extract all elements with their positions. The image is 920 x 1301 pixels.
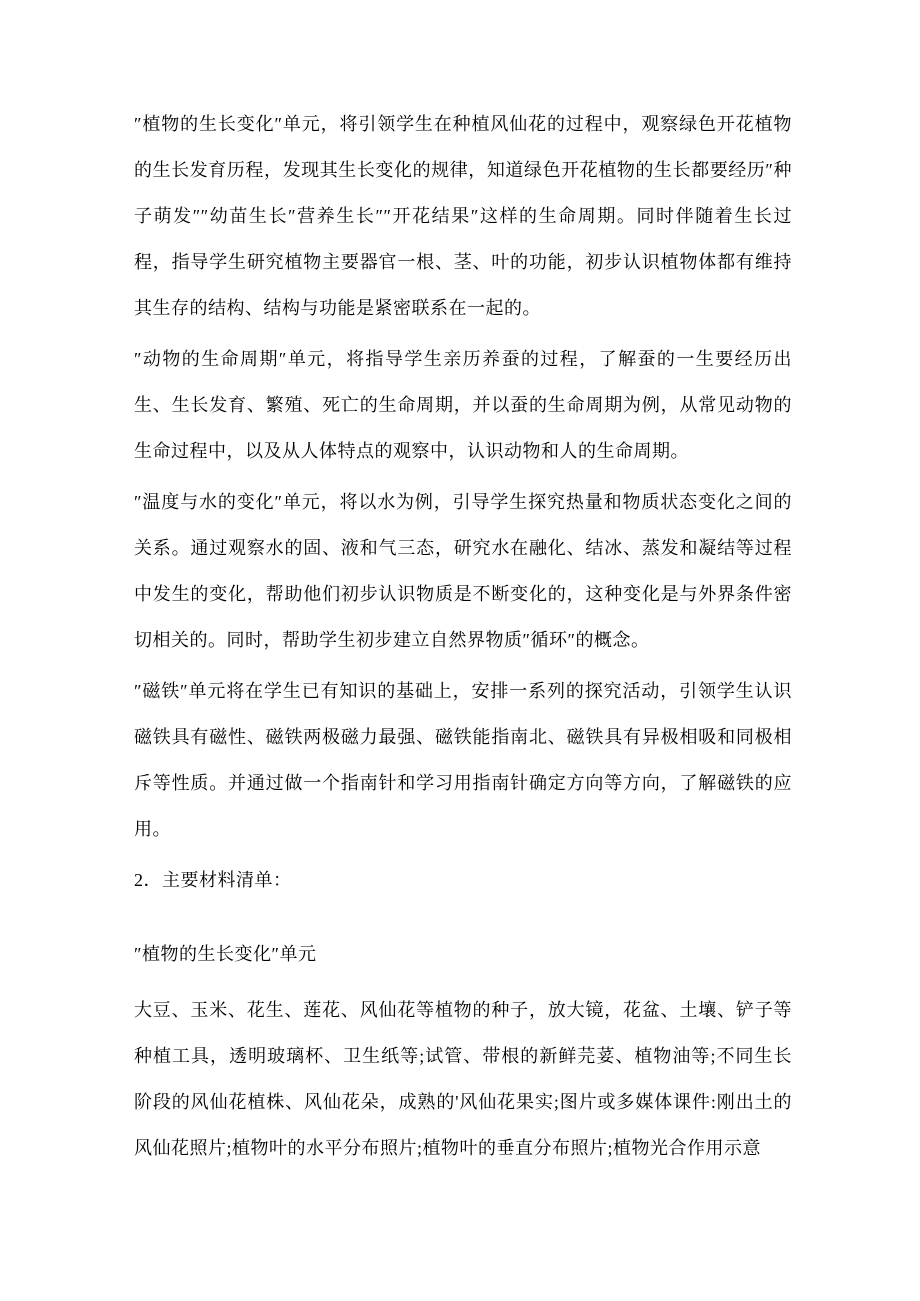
materials-list-heading: 2．主要材料清单： <box>134 870 292 890</box>
paragraph-magnet-unit: ″磁铁″单元将在学生已有知识的基础上，安排一系列的探究活动，引领学生认识磁铁具有磁性、磁铁两极磁力最强、磁铁能指南北、磁铁具有异极相吸和同极相斥等性质。并通过做一个指南针和学习用指南针确定方向等方向，了解磁铁的应用。 <box>134 681 792 839</box>
paragraph-plant-growth-unit: ″植物的生长变化″单元，将引领学生在种植风仙花的过程中，观察绿色开花植物的生长发育历程，发现其生长变化的规律，知道绿色开花植物的生长都要经历″种子萌发″″幼苗生长″营养生长″″开花结果″这样的生命周期。同时伴随着生长过程，指导学生研究植物主要器官一根、茎、叶的功能，初步认识植物体都有维持其生存的结构、结构与功能是紧密联系在一起的。 <box>134 114 792 318</box>
materials-unit-title: ″植物的生长变化″单元 <box>134 944 317 964</box>
paragraph-animal-life-cycle-unit: ″动物的生命周期″单元，将指导学生亲历养蚕的过程，了解蚕的一生要经历出生、生长发育、繁殖、死亡的生命周期，并以蚕的生命周期为例，从常见动物的生命过程中，以及从人体特点的观察中，认识动物和人的生命周期。 <box>134 349 792 461</box>
paragraph-temperature-water-unit: ″温度与水的变化″单元，将以水为例，引导学生探究热量和物质状态变化之间的关系。通过观察水的固、液和气三态，研究水在融化、结冰、蒸发和凝结等过程中发生的变化，帮助他们初步认识物质是不断变化的，这种变化是与外界条件密切相关的。同时，帮助学生初步建立自然界物质″循环″的概念。 <box>134 492 792 650</box>
paragraph-materials-list: 大豆、玉米、花生、莲花、风仙花等植物的种子，放大镜，花盆、土壤、铲子等种植工具，透明玻璃杯、卫生纸等;试管、带根的新鲜芫荽、植物油等;不同生长阶段的风仙花植株、风仙花朵，成熟的'风仙花果实;图片或多媒体课件:刚出土的风仙花照片;植物叶的水平分布照片;植物叶的垂直分布照片;植物光合作用示意 <box>134 1000 792 1158</box>
